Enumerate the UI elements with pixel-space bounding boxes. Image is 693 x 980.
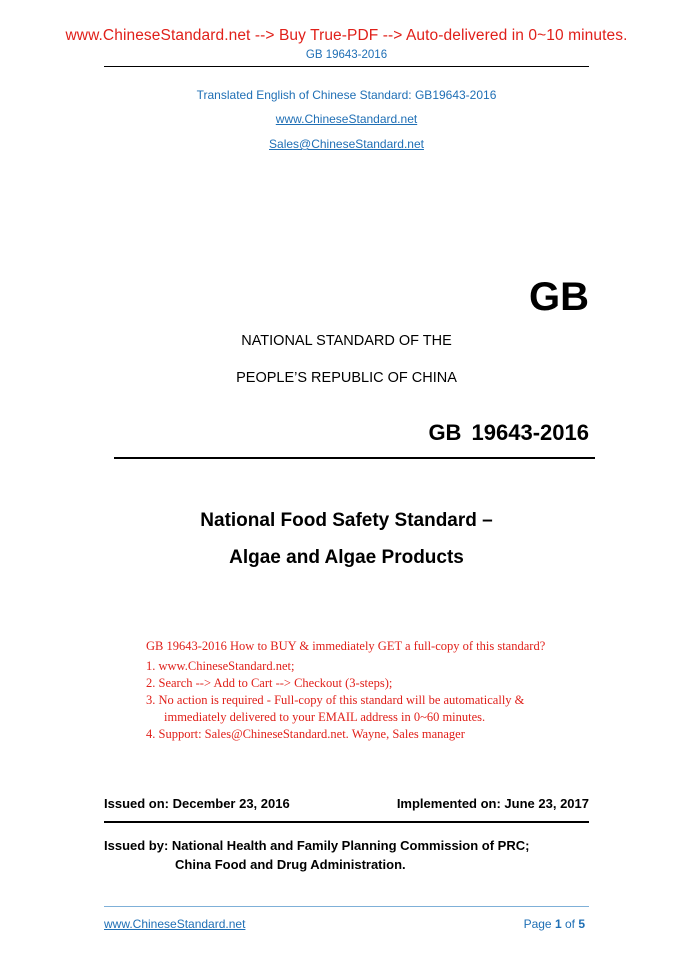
- header-divider: [104, 66, 589, 67]
- page-indicator: [524, 917, 585, 931]
- top-banner[interactable]: www.ChineseStandard.net --> Buy True-PDF --> Auto-delivered in 0~10 minutes.: [65, 27, 628, 44]
- issuer-line2: China Food and Drug Administration.: [175, 857, 406, 872]
- purchase-step: 4. Support: Sales@ChineseStandard.net. Wayne, Sales manager: [146, 727, 465, 741]
- document-title-line1: National Food Safety Standard –: [200, 510, 493, 531]
- purchase-steps: [146, 658, 586, 743]
- document-title-line2: Algae and Algae Products: [229, 547, 464, 568]
- purchase-step: 2. Search --> Add to Cart --> Checkout (3-steps);: [146, 676, 393, 690]
- page-prefix: Page: [523, 917, 555, 931]
- issued-date: Issued on: December 23, 2016: [104, 796, 290, 811]
- page-current: 1: [554, 917, 562, 931]
- translated-note: Translated English of Chinese Standard: GB19643-2016: [196, 88, 497, 102]
- purchase-heading: GB 19643-2016 How to BUY & immediately GET a full-copy of this standard?: [146, 639, 546, 653]
- page-mid: of: [561, 917, 579, 931]
- implemented-date: Implemented on: June 23, 2017: [396, 796, 589, 811]
- footer-divider: [104, 906, 589, 907]
- gb-mark: GB: [529, 275, 589, 319]
- national-standard-line: NATIONAL STANDARD OF THE: [241, 333, 452, 349]
- republic-line: PEOPLE’S REPUBLIC OF CHINA: [236, 370, 457, 386]
- issuer-line1: Issued by: National Health and Family Planning Commission of PRC;: [104, 838, 530, 853]
- dates-divider: [104, 821, 589, 823]
- purchase-instructions: [146, 639, 586, 743]
- footer-website-link[interactable]: www.ChineseStandard.net: [104, 917, 246, 931]
- standard-number: GB 19643-2016: [428, 420, 589, 445]
- page-total: 5: [578, 917, 585, 931]
- sales-email-link[interactable]: Sales@ChineseStandard.net: [269, 137, 424, 151]
- purchase-step[interactable]: 1. www.ChineseStandard.net;: [146, 659, 295, 673]
- website-link[interactable]: www.ChineseStandard.net: [275, 112, 418, 126]
- purchase-step: 3. No action is required - Full-copy of this standard will be automatically & immediately delivered to your EMAIL address in 0~60 minutes.: [146, 693, 525, 724]
- title-divider: [114, 457, 595, 459]
- header-standard-code: GB 19643-2016: [305, 49, 388, 61]
